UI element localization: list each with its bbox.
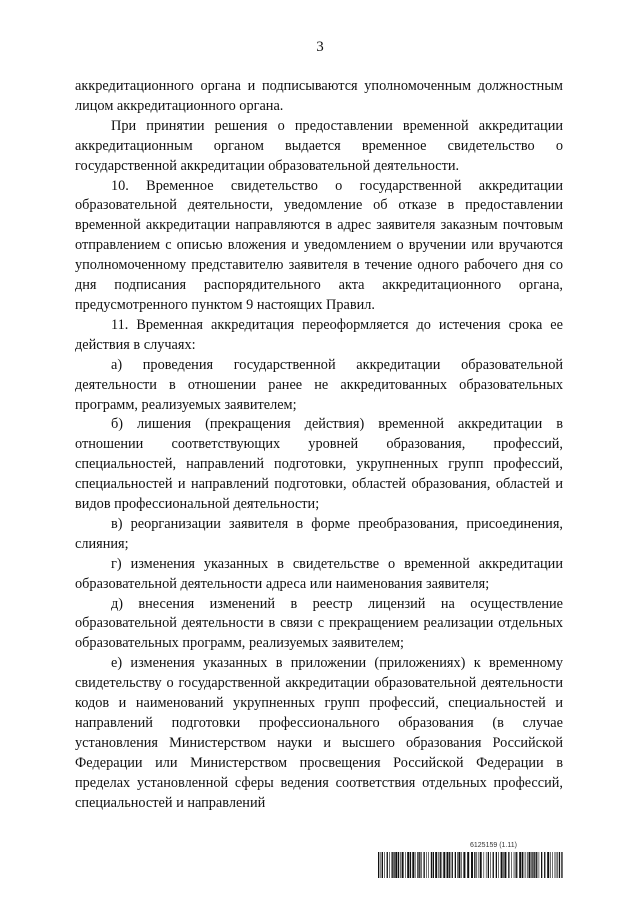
barcode-bar <box>511 852 512 878</box>
barcode-bar <box>407 852 409 878</box>
barcode-bar <box>415 852 416 878</box>
paragraph: в) реорганизации заявителя в форме преобразования, присоединения, слияния; <box>75 515 563 552</box>
barcode-bar <box>387 852 388 878</box>
barcode-bar <box>458 852 460 878</box>
barcode-bar <box>484 852 485 878</box>
barcode-bar <box>435 852 437 878</box>
barcode-bar <box>410 852 411 878</box>
barcode-bar <box>478 852 479 878</box>
barcode-bar <box>431 852 432 878</box>
barcode-bar <box>493 852 494 878</box>
barcode-bar <box>515 852 516 878</box>
document-body <box>75 77 563 814</box>
barcode-bar <box>378 852 379 878</box>
barcode-bar <box>519 852 521 878</box>
barcode-bar <box>534 852 535 878</box>
barcode-bar <box>457 852 458 878</box>
paragraph: е) изменения указанных в приложении (приложениях) к временному свидетельству о государственной аккредитации образовательной деятельности кодов и наименований укрупненных групп профессий, специальностей и направлений подготовки профессионального образования (в случае установления Министерством науки и высшего образования Российской Федерации или Министерством просвещения Российской Федерации в пределах установленной сферы ведения соответствия отдельных профессий, специальностей и направлений <box>75 655 563 811</box>
barcode-bar <box>402 852 404 878</box>
barcode-bar <box>381 852 382 878</box>
barcode-bar <box>442 852 443 878</box>
barcode-bar <box>532 852 533 878</box>
barcode-bar <box>508 852 509 878</box>
barcode-bar <box>480 852 482 878</box>
barcode-bar <box>547 852 549 878</box>
paragraph: а) проведения государственной аккредитации образовательной деятельности в отношении ранее не аккредитованных образовательных программ, реализуемых заявителем; <box>75 356 563 413</box>
barcode-bar <box>529 852 531 878</box>
barcode-bar <box>526 852 527 878</box>
barcode-bar <box>424 852 425 878</box>
barcode-bar <box>400 852 401 878</box>
barcode-bar <box>392 852 393 878</box>
barcode-bar <box>428 852 429 878</box>
document-code: 6125159 (1.11) <box>470 842 517 849</box>
barcode-bar <box>541 852 542 878</box>
barcode-bar <box>452 852 453 878</box>
barcode-bar <box>552 852 553 878</box>
barcode-bar <box>438 852 439 878</box>
barcode-bar <box>514 852 515 878</box>
barcode-bar <box>398 852 399 878</box>
barcode-bar <box>443 852 445 878</box>
barcode-bar <box>536 852 537 878</box>
barcode-bar <box>555 852 556 878</box>
barcode-bar <box>556 852 557 878</box>
barcode-bar <box>405 852 406 878</box>
barcode-bar <box>486 852 487 878</box>
barcode-bar <box>474 852 475 878</box>
barcode-bar <box>382 852 383 878</box>
barcode-bar <box>527 852 528 878</box>
barcode-bar <box>417 852 418 878</box>
barcode-bar <box>384 852 385 878</box>
barcode-bar <box>524 852 525 878</box>
barcode-bar <box>449 852 450 878</box>
barcode-bar <box>433 852 434 878</box>
barcode-bar <box>476 852 477 878</box>
barcode-image <box>378 852 564 878</box>
barcode-bar <box>440 852 441 878</box>
paragraph: г) изменения указанных в свидетельстве о временной аккредитации образовательной деятельности адреса или наименования заявителя; <box>75 555 563 592</box>
barcode-bar <box>488 852 489 878</box>
paragraph: 10. Временное свидетельство о государственной аккредитации образовательной деятельности, уведомление об отказе в предоставлении временной аккредитации направляются в адрес заявителя заказным почтовым отправлением с описью вложения и уведомлением о вручении или вручаются уполномоченному представителю заявителя в течение одного рабочего дня со дня подписания распорядительного акта аккредитационного органа, предусмотренного пунктом 9 настоящих Правил. <box>75 177 563 313</box>
barcode-bar <box>550 852 551 878</box>
barcode-bar <box>395 852 397 878</box>
barcode-bar <box>463 852 465 878</box>
paragraph: При принятии решения о предоставлении временной аккредитации аккредитационным органом выдается временное свидетельство о государственной аккредитации образовательной деятельности. <box>75 117 563 174</box>
barcode-bar <box>412 852 414 878</box>
barcode-bar <box>559 852 560 878</box>
page-number: 3 <box>316 39 324 55</box>
barcode-bar <box>447 852 449 878</box>
barcode-bar <box>496 852 497 878</box>
paragraph: д) внесения изменений в реестр лицензий на осуществление образовательной деятельности в связи с прекращением реализации отдельных образовательных программ, реализуемых заявителем; <box>75 595 563 652</box>
barcode-bar <box>503 852 504 878</box>
barcode-bar <box>467 852 469 878</box>
barcode-bar <box>504 852 506 878</box>
barcode-bar <box>455 852 456 878</box>
paragraph: 11. Временная аккредитация переоформляется до истечения срока ее действия в случаях: <box>75 316 563 353</box>
barcode-bar <box>490 852 491 878</box>
paragraph: аккредитационного органа и подписываются уполномоченным должностным лицом аккредитационного органа. <box>75 78 563 114</box>
barcode-bar <box>516 852 517 878</box>
barcode-bar <box>498 852 499 878</box>
barcode-bar <box>539 852 540 878</box>
paragraph: б) лишения (прекращения действия) временной аккредитации в отношении соответствующих уровней образования, профессий, специальностей, направлений подготовки, укрупненных групп профессий, специальностей и направлений подготовки, областей образования, областей и видов профессиональной деятельности; <box>75 416 563 513</box>
barcode-bar <box>426 852 427 878</box>
barcode-bar <box>531 852 532 878</box>
barcode-bar <box>557 852 558 878</box>
barcode-bar <box>389 852 390 878</box>
barcode-bar <box>522 852 523 878</box>
barcode-bar <box>419 852 420 878</box>
barcode-bar <box>544 852 545 878</box>
barcode-bar <box>561 852 562 878</box>
barcode-bar <box>501 852 503 878</box>
barcode-bar <box>461 852 462 878</box>
barcode-bar <box>421 852 422 878</box>
barcode-bar <box>471 852 473 878</box>
barcode-bar <box>393 852 394 878</box>
